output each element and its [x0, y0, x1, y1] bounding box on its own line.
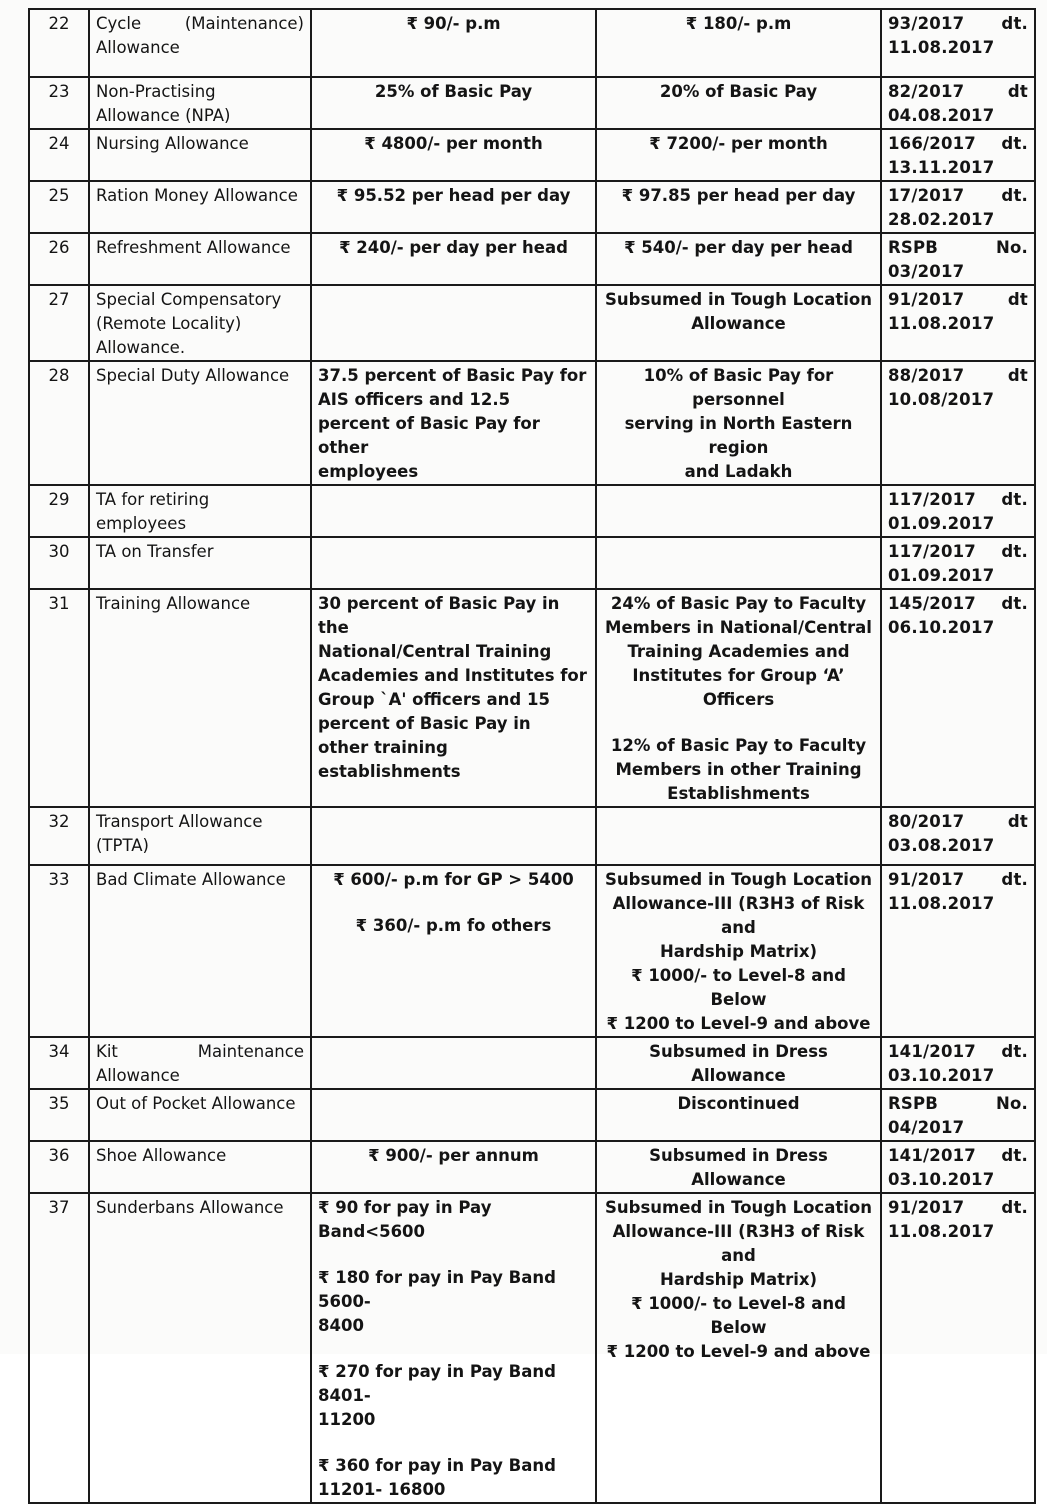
pre-revised-rate [311, 129, 596, 181]
pre-revised-rate-line: AIS officers and 12.5 [318, 390, 511, 409]
allowance-name-line: Out of Pocket Allowance [96, 1094, 296, 1113]
order-reference-line: RSPB No. [888, 238, 1028, 257]
order-reference [881, 1037, 1035, 1089]
revised-rate-line: Subsumed in Tough Location [605, 870, 872, 889]
pre-revised-rate-line: ₹ 240/- per day per head [339, 238, 568, 257]
allowance-name-line: Nursing Allowance [96, 134, 249, 153]
revised-rate-line: Hardship Matrix) [659, 1270, 818, 1289]
allowance-name-line: Transport Allowance [96, 812, 263, 831]
allowance-name-line: Allowance. [96, 338, 186, 357]
pre-revised-rate-line: ₹ 900/- per annum [368, 1146, 539, 1165]
revised-rate-line: ₹ 1000/- to Level-8 and Below [631, 1294, 846, 1337]
allowance-table-body [29, 9, 1035, 1503]
pre-revised-rate [311, 807, 596, 865]
revised-rate-line: ₹ 180/- p.m [685, 14, 792, 33]
order-reference-line: 03.10.2017 [888, 1066, 995, 1085]
allowance-name [89, 589, 311, 807]
allowance-name-line: Special Duty Allowance [96, 366, 290, 385]
revised-rate-line: Institutes for Group ‘A’ Officers [632, 666, 845, 709]
revised-rate [596, 9, 881, 77]
pre-revised-rate-line: National/Central Training [318, 642, 552, 661]
serial-number: 35 [29, 1089, 89, 1141]
pre-revised-rate-line [318, 1432, 589, 1454]
order-reference-line: 80/2017 dt [888, 812, 1028, 831]
table-row [29, 807, 1035, 865]
revised-rate [596, 865, 881, 1037]
pre-revised-rate [311, 77, 596, 129]
revised-rate [596, 181, 881, 233]
serial-number: 37 [29, 1193, 89, 1503]
revised-rate-line: Subsumed in Dress Allowance [649, 1146, 828, 1189]
order-reference [881, 537, 1035, 589]
revised-rate-line: Training Academies and [627, 642, 850, 661]
pre-revised-rate-line: ₹ 90 for pay in Pay Band<5600 [318, 1198, 492, 1241]
order-reference [881, 233, 1035, 285]
allowance-name [89, 181, 311, 233]
order-reference-line: 06.10.2017 [888, 618, 995, 637]
revised-rate [596, 361, 881, 485]
allowance-name [89, 77, 311, 129]
order-reference [881, 285, 1035, 361]
order-reference-line: 82/2017 dt [888, 82, 1028, 101]
order-reference [881, 1089, 1035, 1141]
serial-number: 33 [29, 865, 89, 1037]
pre-revised-rate-line [318, 1244, 589, 1266]
allowance-name [89, 9, 311, 77]
revised-rate-line: and Ladakh [684, 462, 793, 481]
revised-rate-line: Allowance [691, 314, 786, 333]
revised-rate [596, 1037, 881, 1089]
revised-rate-line: Establishments [667, 784, 810, 803]
revised-rate-line: Allowance-III (R3H3 of Risk and [612, 1222, 865, 1265]
allowance-name-line: Shoe Allowance [96, 1146, 227, 1165]
order-reference-line: 141/2017 dt. [888, 1146, 1028, 1165]
order-reference-line: 88/2017 dt [888, 366, 1028, 385]
order-reference-line: 11.08.2017 [888, 38, 995, 57]
revised-rate-line: 24% of Basic Pay to Faculty [610, 594, 867, 613]
revised-rate [596, 77, 881, 129]
serial-number: 28 [29, 361, 89, 485]
allowance-name [89, 129, 311, 181]
allowance-name-line: Allowance (NPA) [96, 106, 231, 125]
serial-number: 32 [29, 807, 89, 865]
pre-revised-rate-line: 11200 [318, 1410, 376, 1429]
pre-revised-rate-line: employees [318, 462, 419, 481]
revised-rate-line: ₹ 7200/- per month [649, 134, 828, 153]
order-reference [881, 485, 1035, 537]
serial-number: 24 [29, 129, 89, 181]
table-row [29, 181, 1035, 233]
allowance-name-line: TA on Transfer [96, 542, 214, 561]
table-row [29, 865, 1035, 1037]
pre-revised-rate-line: ₹ 180 for pay in Pay Band 5600- [318, 1268, 556, 1311]
order-reference-line: 28.02.2017 [888, 210, 995, 229]
pre-revised-rate [311, 485, 596, 537]
allowance-name-line: Bad Climate Allowance [96, 870, 286, 889]
order-reference-line: 11.08.2017 [888, 894, 995, 913]
pre-revised-rate-line: ₹ 360 for pay in Pay Band [318, 1456, 556, 1475]
pre-revised-rate [311, 285, 596, 361]
allowance-name-line: Allowance [96, 38, 180, 57]
pre-revised-rate-line: ₹ 360/- p.m fo others [355, 916, 552, 935]
revised-rate [596, 537, 881, 589]
pre-revised-rate-line: 37.5 percent of Basic Pay for [318, 366, 587, 385]
pre-revised-rate-line: 11201- 16800 [318, 1480, 446, 1499]
revised-rate-line: Members in National/Central [605, 618, 872, 637]
revised-rate-line: ₹ 540/- per day per head [624, 238, 853, 257]
revised-rate [596, 233, 881, 285]
pre-revised-rate-line: other training establishments [318, 738, 461, 781]
pre-revised-rate-line: Group `A' officers and 15 [318, 690, 550, 709]
revised-rate-line: Subsumed in Tough Location [605, 1198, 872, 1217]
order-reference-line: 145/2017 dt. [888, 594, 1028, 613]
revised-rate-line: ₹ 97.85 per head per day [621, 186, 856, 205]
order-reference [881, 9, 1035, 77]
revised-rate-line: Members in other Training [615, 760, 862, 779]
order-reference [881, 807, 1035, 865]
order-reference [881, 361, 1035, 485]
order-reference-line: 04.08.2017 [888, 106, 995, 125]
pre-revised-rate-line: 8400 [318, 1316, 364, 1335]
pre-revised-rate-line: Academies and Institutes for [318, 666, 587, 685]
serial-number: 27 [29, 285, 89, 361]
allowance-name-line: (Remote Locality) [96, 314, 242, 333]
revised-rate-line: serving in North Eastern region [624, 414, 853, 457]
pre-revised-rate [311, 361, 596, 485]
table-row [29, 361, 1035, 485]
order-reference-line: 93/2017 dt. [888, 14, 1028, 33]
order-reference-line: 91/2017 dt [888, 290, 1028, 309]
pre-revised-rate [311, 1089, 596, 1141]
pre-revised-rate-line: ₹ 270 for pay in Pay Band 8401- [318, 1362, 556, 1405]
revised-rate [596, 589, 881, 807]
revised-rate [596, 1141, 881, 1193]
order-reference-line: RSPB No. [888, 1094, 1028, 1113]
allowance-name-line: Special Compensatory [96, 290, 282, 309]
revised-rate [596, 285, 881, 361]
pre-revised-rate [311, 589, 596, 807]
order-reference [881, 1193, 1035, 1503]
pre-revised-rate [311, 1037, 596, 1089]
allowance-name [89, 1193, 311, 1503]
order-reference-line: 03/2017 [888, 262, 965, 281]
order-reference [881, 589, 1035, 807]
revised-rate-line: 10% of Basic Pay for personnel [643, 366, 834, 409]
serial-number: 31 [29, 589, 89, 807]
pre-revised-rate [311, 865, 596, 1037]
pre-revised-rate-line: ₹ 90/- p.m [406, 14, 501, 33]
revised-rate [596, 1089, 881, 1141]
serial-number: 29 [29, 485, 89, 537]
table-row [29, 537, 1035, 589]
allowance-name-line: employees [96, 514, 187, 533]
revised-rate [596, 1193, 881, 1503]
revised-rate-line: ₹ 1200 to Level-9 and above [606, 1014, 871, 1033]
order-reference-line: 04/2017 [888, 1118, 965, 1137]
allowance-name [89, 485, 311, 537]
table-row [29, 77, 1035, 129]
table-row [29, 1193, 1035, 1503]
serial-number: 26 [29, 233, 89, 285]
order-reference-line: 17/2017 dt. [888, 186, 1028, 205]
allowance-name-line: Cycle (Maintenance) [96, 14, 304, 33]
order-reference-line: 01.09.2017 [888, 566, 995, 585]
revised-rate-line: Subsumed in Dress Allowance [649, 1042, 828, 1085]
table-row [29, 285, 1035, 361]
pre-revised-rate-line: ₹ 4800/- per month [364, 134, 543, 153]
revised-rate-line: ₹ 1000/- to Level-8 and Below [631, 966, 846, 1009]
allowance-name-line: Non-Practising [96, 82, 216, 101]
serial-number: 34 [29, 1037, 89, 1089]
order-reference-line: 166/2017 dt. [888, 134, 1028, 153]
order-reference-line: 91/2017 dt. [888, 870, 1028, 889]
pre-revised-rate-line: percent of Basic Pay for other [318, 414, 540, 457]
table-row [29, 9, 1035, 77]
pre-revised-rate [311, 1193, 596, 1503]
allowance-name-line: Sunderbans Allowance [96, 1198, 284, 1217]
order-reference-line: 13.11.2017 [888, 158, 995, 177]
revised-rate-line: 20% of Basic Pay [659, 82, 818, 101]
revised-rate [596, 807, 881, 865]
allowance-name-line: (TPTA) [96, 836, 149, 855]
table-row [29, 233, 1035, 285]
order-reference [881, 865, 1035, 1037]
allowance-name [89, 1089, 311, 1141]
order-reference [881, 77, 1035, 129]
order-reference-line: 141/2017 dt. [888, 1042, 1028, 1061]
pre-revised-rate [311, 1141, 596, 1193]
pre-revised-rate-line [318, 1338, 589, 1360]
order-reference-line: 11.08.2017 [888, 314, 995, 333]
pre-revised-rate-line: ₹ 600/- p.m for GP > 5400 [333, 870, 574, 889]
revised-rate-line: Hardship Matrix) [659, 942, 818, 961]
allowance-name [89, 1037, 311, 1089]
serial-number: 23 [29, 77, 89, 129]
pre-revised-rate-line: ₹ 95.52 per head per day [336, 186, 571, 205]
order-reference [881, 129, 1035, 181]
revised-rate-line: ₹ 1200 to Level-9 and above [606, 1342, 871, 1361]
table-row [29, 485, 1035, 537]
order-reference [881, 181, 1035, 233]
revised-rate-line: Discontinued [677, 1094, 800, 1113]
order-reference-line: 03.10.2017 [888, 1170, 995, 1189]
serial-number: 30 [29, 537, 89, 589]
revised-rate-line [603, 712, 874, 734]
allowance-name [89, 807, 311, 865]
revised-rate-line: 12% of Basic Pay to Faculty [610, 736, 867, 755]
table-row [29, 1037, 1035, 1089]
allowance-name-line: Refreshment Allowance [96, 238, 291, 257]
serial-number: 36 [29, 1141, 89, 1193]
pre-revised-rate [311, 181, 596, 233]
allowance-name [89, 285, 311, 361]
order-reference [881, 1141, 1035, 1193]
serial-number: 22 [29, 9, 89, 77]
pre-revised-rate [311, 537, 596, 589]
pre-revised-rate-line: 25% of Basic Pay [374, 82, 533, 101]
table-row [29, 1089, 1035, 1141]
pre-revised-rate [311, 233, 596, 285]
allowance-name-line: Kit Maintenance [96, 1042, 304, 1061]
serial-number: 25 [29, 181, 89, 233]
order-reference-line: 117/2017 dt. [888, 490, 1028, 509]
revised-rate-line: Allowance-III (R3H3 of Risk and [612, 894, 865, 937]
order-reference-line: 01.09.2017 [888, 514, 995, 533]
pre-revised-rate-line [318, 892, 589, 914]
pre-revised-rate [311, 9, 596, 77]
order-reference-line: 10.08/2017 [888, 390, 995, 409]
allowance-name [89, 1141, 311, 1193]
order-reference-line: 11.08.2017 [888, 1222, 995, 1241]
allowance-name [89, 361, 311, 485]
order-reference-line: 117/2017 dt. [888, 542, 1028, 561]
order-reference-line: 03.08.2017 [888, 836, 995, 855]
revised-rate [596, 129, 881, 181]
allowance-name [89, 537, 311, 589]
order-reference-line: 91/2017 dt. [888, 1198, 1028, 1217]
allowance-name-line: Ration Money Allowance [96, 186, 298, 205]
table-row [29, 589, 1035, 807]
revised-rate [596, 485, 881, 537]
allowance-name [89, 865, 311, 1037]
revised-rate-line: Subsumed in Tough Location [605, 290, 872, 309]
allowance-table [28, 8, 1036, 1504]
pre-revised-rate-line: percent of Basic Pay in [318, 714, 531, 733]
allowance-name-line: Allowance [96, 1066, 180, 1085]
allowance-name-line: TA for retiring [96, 490, 210, 509]
pre-revised-rate-line: 30 percent of Basic Pay in the [318, 594, 560, 637]
table-row [29, 129, 1035, 181]
allowance-name [89, 233, 311, 285]
table-row [29, 1141, 1035, 1193]
allowance-name-line: Training Allowance [96, 594, 251, 613]
